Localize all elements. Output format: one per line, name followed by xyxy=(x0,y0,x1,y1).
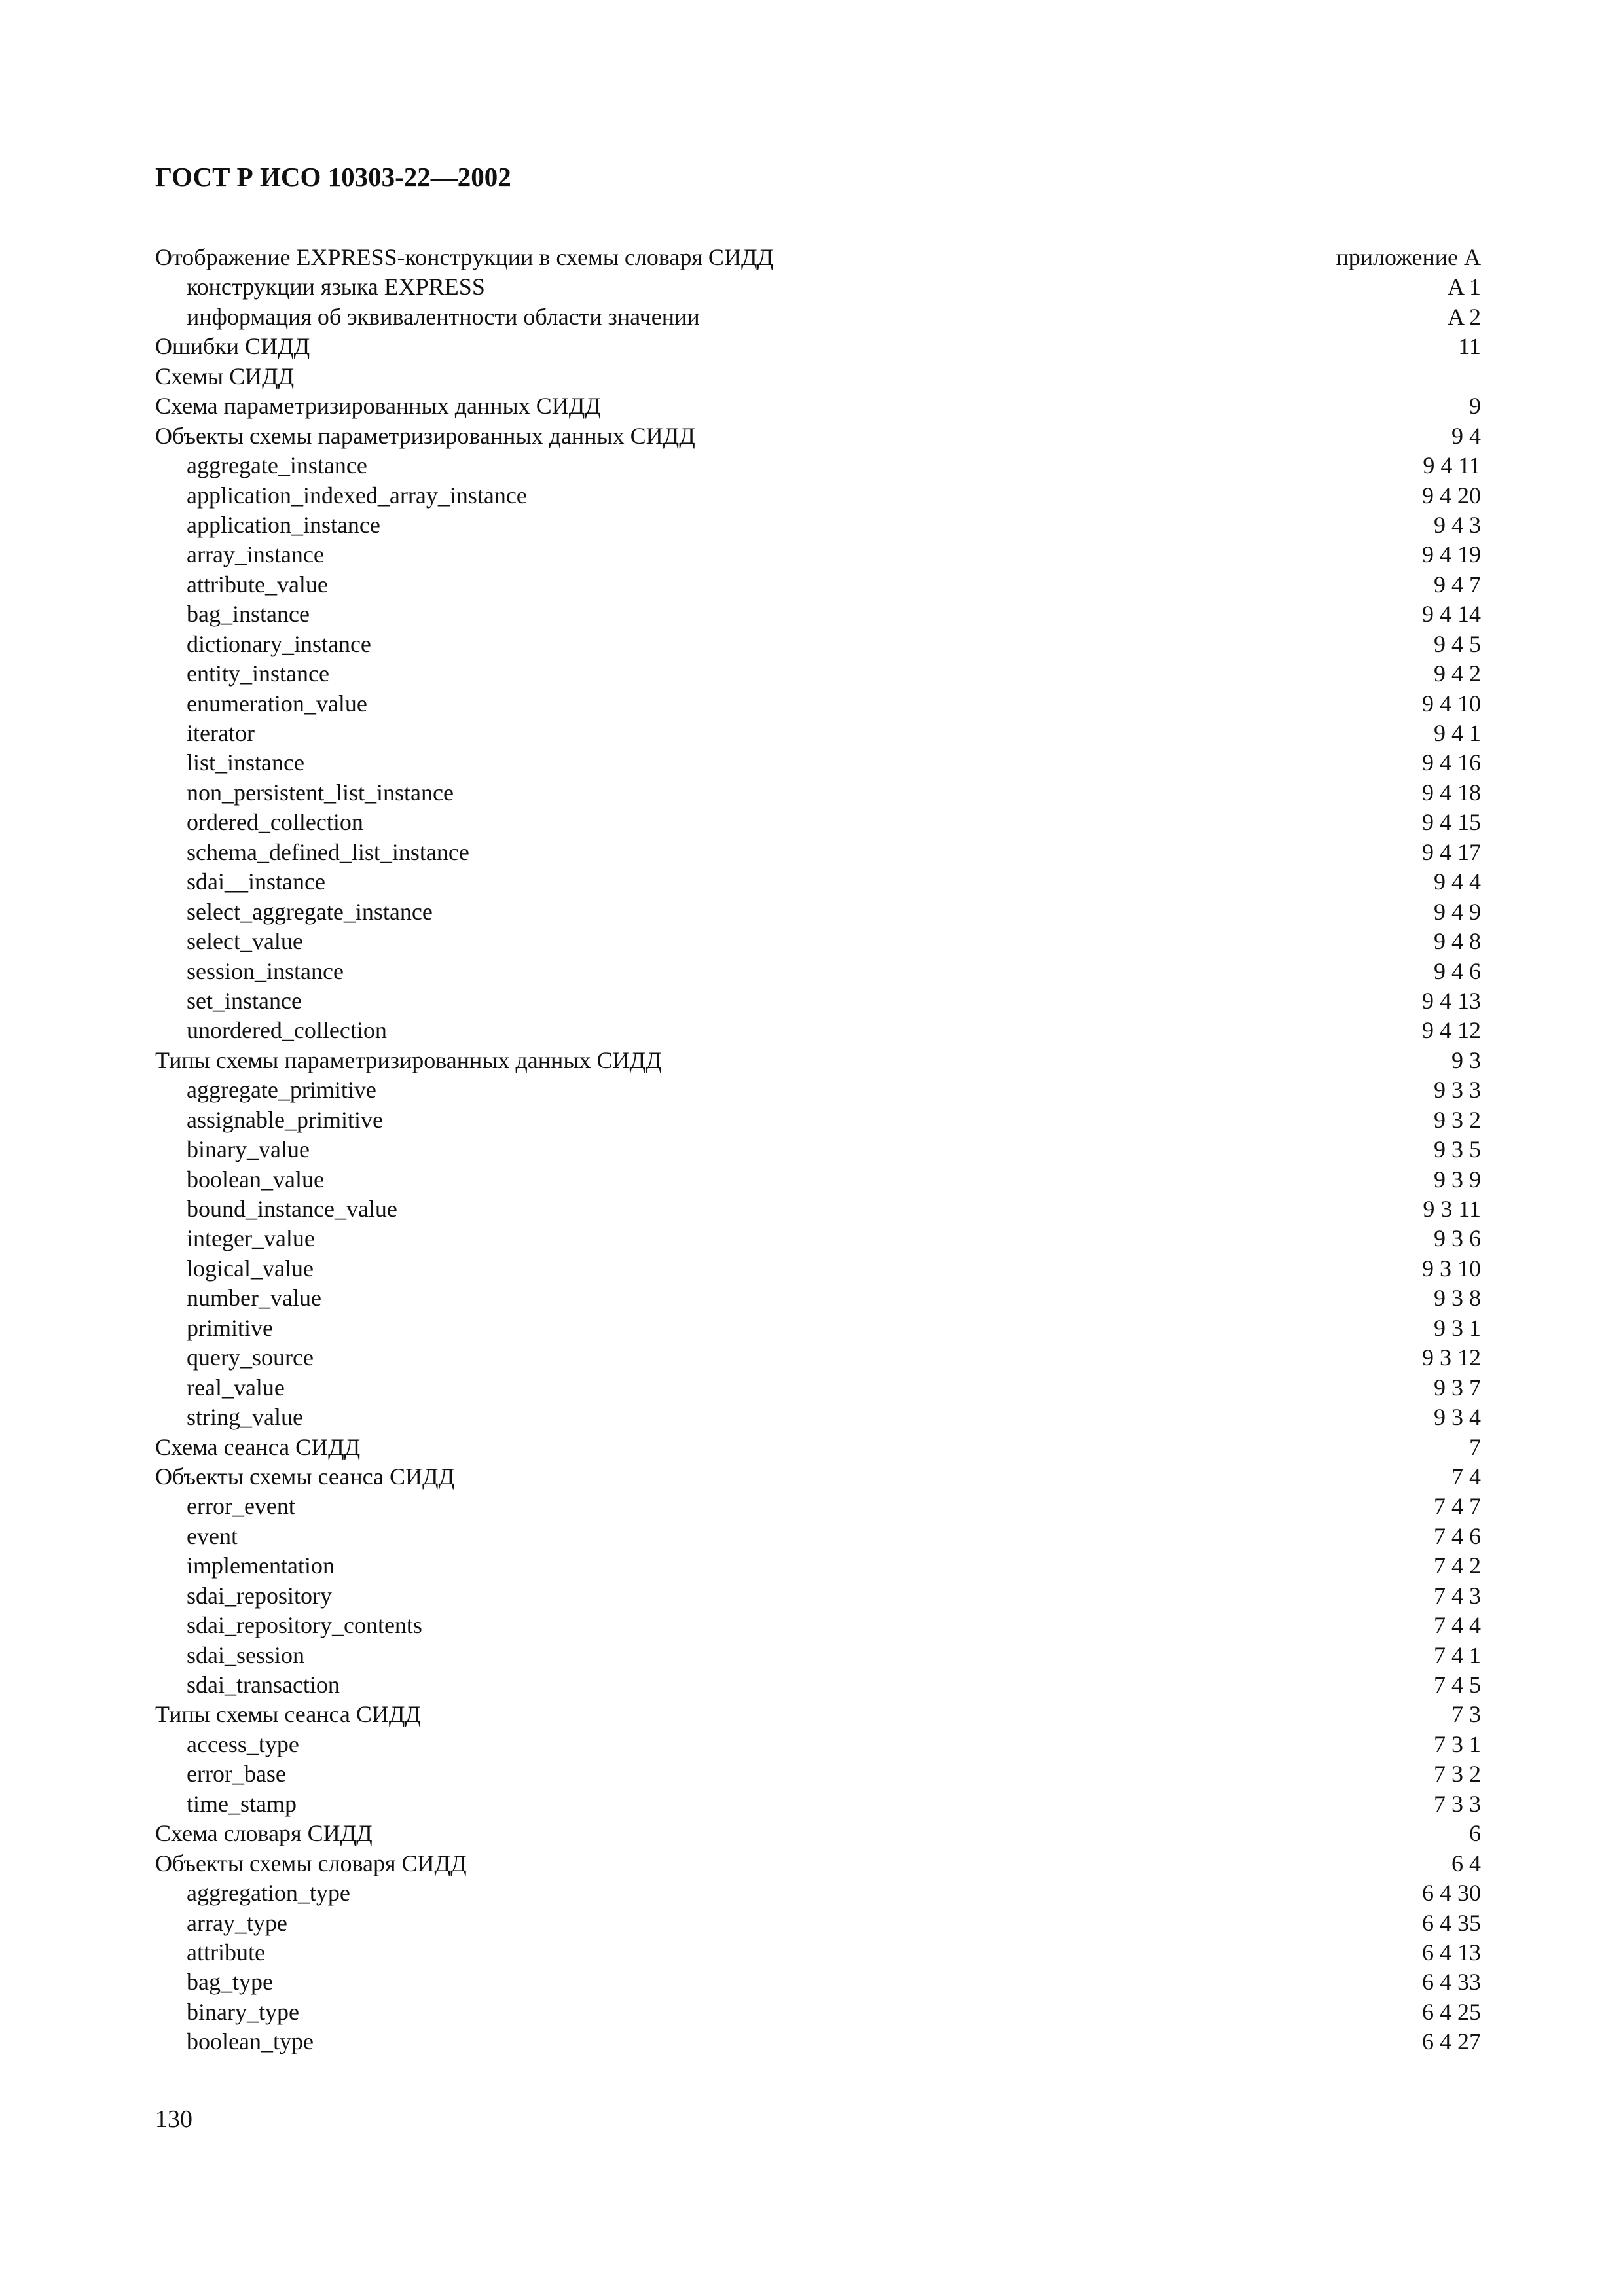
index-subentry xyxy=(155,570,1481,600)
index-entry-reference: 9 4 1 xyxy=(1434,720,1481,746)
index-entry-label: bag_instance xyxy=(187,601,310,628)
index-entry-reference: 9 4 17 xyxy=(1422,838,1481,865)
index-entry-label: select_aggregate_instance xyxy=(187,898,433,925)
index-entry-reference: 9 3 xyxy=(1451,1047,1481,1073)
index-entry-label: schema_defined_list_instance xyxy=(187,838,469,865)
index-entry-label: bag_type xyxy=(187,1969,273,1996)
index-entry-label: time_stamp xyxy=(187,1790,297,1817)
index-subentry xyxy=(155,1135,1481,1164)
index-subentry xyxy=(155,1909,1481,1938)
index-subentry xyxy=(155,1105,1481,1135)
index-entry-label: iterator xyxy=(187,720,255,746)
index-entry-label: query_source xyxy=(187,1344,314,1371)
index-subentry xyxy=(155,867,1481,897)
index-subentry xyxy=(155,659,1481,689)
index-entry-label: boolean_type xyxy=(187,2028,314,2055)
index-entry-reference: 9 3 10 xyxy=(1422,1255,1481,1282)
index-entry-reference: 9 4 3 xyxy=(1434,511,1481,538)
index-entry-label: aggregate_instance xyxy=(187,452,367,479)
index-subentry xyxy=(155,748,1481,778)
index-entry-label: set_instance xyxy=(187,987,302,1014)
index-entry xyxy=(155,391,1481,421)
index-subentry xyxy=(155,1254,1481,1283)
index-entry-label: primitive xyxy=(187,1314,273,1341)
index-subentry xyxy=(155,481,1481,511)
index-entry-label: информация об эквивалентности области значении xyxy=(187,303,700,330)
index-entry-label: aggregate_primitive xyxy=(187,1077,376,1103)
index-entry-label: Типы схемы параметризированных данных СИДД xyxy=(155,1047,662,1073)
index-entry-reference: 9 3 7 xyxy=(1434,1374,1481,1401)
index-entry-reference: 9 3 1 xyxy=(1434,1314,1481,1341)
index-entry-reference: 9 4 5 xyxy=(1434,630,1481,657)
index-entry-label: dictionary_instance xyxy=(187,630,371,657)
index-entry-label: attribute xyxy=(187,1939,265,1965)
index-entry xyxy=(155,362,1481,391)
index-entry-label: sdai_transaction xyxy=(187,1672,340,1698)
page-number: 130 xyxy=(155,2106,192,2133)
index-entry-label: list_instance xyxy=(187,749,304,776)
index-entry-reference: 7 4 7 xyxy=(1434,1493,1481,1520)
index-entry-reference: 7 xyxy=(1469,1433,1481,1460)
index-entry-label: unordered_collection xyxy=(187,1017,387,1044)
index-entry-reference: 9 3 6 xyxy=(1434,1225,1481,1252)
index-entry-reference: 9 3 9 xyxy=(1434,1166,1481,1193)
index-subentry xyxy=(155,2027,1481,2056)
index-entry-reference: 6 4 33 xyxy=(1422,1969,1481,1996)
index-subentry xyxy=(155,600,1481,629)
index-entry xyxy=(155,422,1481,451)
index-entry xyxy=(155,1700,1481,1729)
index-entry-reference: 6 4 27 xyxy=(1422,2028,1481,2055)
index-entry-reference: 9 4 6 xyxy=(1434,958,1481,984)
index-subentry xyxy=(155,302,1481,332)
index-entry-reference: 9 4 19 xyxy=(1422,541,1481,568)
index-subentry xyxy=(155,1522,1481,1551)
index-entry-reference: 9 4 20 xyxy=(1422,482,1481,509)
index-subentry xyxy=(155,1165,1481,1194)
index-entry-label: real_value xyxy=(187,1374,285,1401)
index-entry-label: Объекты схемы параметризированных данных СИДД xyxy=(155,422,695,449)
index-entry-reference: A 1 xyxy=(1447,274,1481,300)
index-subentry xyxy=(155,1938,1481,1967)
index-entry-reference: 9 4 12 xyxy=(1422,1017,1481,1044)
index-subentry xyxy=(155,838,1481,867)
index-entry-label: Объекты схемы сеанса СИДД xyxy=(155,1463,455,1490)
index-entry-label: application_indexed_array_instance xyxy=(187,482,527,509)
index-entry-reference: 9 4 10 xyxy=(1422,690,1481,717)
index-list xyxy=(155,243,1481,2057)
index-subentry xyxy=(155,986,1481,1016)
index-subentry xyxy=(155,630,1481,659)
index-entry-reference: 6 4 13 xyxy=(1422,1939,1481,1965)
index-subentry xyxy=(155,451,1481,480)
index-entry-reference: 9 4 11 xyxy=(1423,452,1481,479)
index-entry xyxy=(155,1819,1481,1848)
index-subentry xyxy=(155,1343,1481,1372)
index-entry-label: array_instance xyxy=(187,541,324,568)
index-entry-reference: 9 3 2 xyxy=(1434,1106,1481,1133)
index-entry-label: entity_instance xyxy=(187,660,329,687)
index-entry-label: Ошибки СИДД xyxy=(155,333,310,360)
index-entry-reference: 9 4 xyxy=(1451,422,1481,449)
index-entry-label: конструкции языка EXPRESS xyxy=(187,274,485,300)
index-subentry xyxy=(155,511,1481,540)
index-entry-label: non_persistent_list_instance xyxy=(187,779,454,806)
index-entry-reference: 9 4 7 xyxy=(1434,571,1481,598)
index-entry-reference: 9 3 12 xyxy=(1422,1344,1481,1371)
index-entry xyxy=(155,1046,1481,1075)
index-entry-reference: приложение A xyxy=(1336,244,1481,270)
index-entry-reference: 9 4 4 xyxy=(1434,869,1481,895)
index-entry-label: sdai_repository_contents xyxy=(187,1612,422,1639)
index-entry-reference: 7 4 xyxy=(1451,1463,1481,1490)
index-entry-reference: 7 4 6 xyxy=(1434,1522,1481,1549)
index-entry-label: binary_value xyxy=(187,1136,310,1163)
index-subentry xyxy=(155,1789,1481,1819)
index-subentry xyxy=(155,1670,1481,1700)
index-entry-label: logical_value xyxy=(187,1255,314,1282)
index-entry-reference: 9 4 9 xyxy=(1434,898,1481,925)
index-subentry xyxy=(155,1403,1481,1432)
index-entry-reference: 7 4 4 xyxy=(1434,1612,1481,1639)
index-entry-label: error_event xyxy=(187,1493,295,1520)
index-subentry xyxy=(155,1581,1481,1611)
index-entry-label: error_base xyxy=(187,1761,286,1787)
index-entry-label: access_type xyxy=(187,1731,299,1757)
index-entry-label: Отображение EXPRESS-конструкции в схемы словаря СИДД xyxy=(155,244,774,270)
index-entry-reference: 7 3 3 xyxy=(1434,1790,1481,1817)
index-entry-reference: 9 4 16 xyxy=(1422,749,1481,776)
index-entry xyxy=(155,1849,1481,1878)
index-entry-label: array_type xyxy=(187,1909,287,1936)
document-header: ГОСТ Р ИСО 10303-22—2002 xyxy=(155,162,511,192)
index-entry-reference: 9 4 2 xyxy=(1434,660,1481,687)
index-subentry xyxy=(155,1759,1481,1789)
index-entry-reference: 9 3 11 xyxy=(1423,1196,1481,1222)
index-entry-reference: 7 4 5 xyxy=(1434,1672,1481,1698)
index-entry-label: Схемы СИДД xyxy=(155,363,295,389)
index-entry-reference: 6 4 xyxy=(1451,1850,1481,1876)
index-subentry xyxy=(155,1967,1481,1997)
index-subentry xyxy=(155,1194,1481,1224)
index-entry-label: assignable_primitive xyxy=(187,1106,383,1133)
index-entry-reference: 7 4 1 xyxy=(1434,1641,1481,1668)
index-subentry xyxy=(155,1075,1481,1105)
index-entry-label: number_value xyxy=(187,1285,321,1312)
index-subentry xyxy=(155,1283,1481,1313)
index-subentry xyxy=(155,1998,1481,2027)
index-entry xyxy=(155,1462,1481,1492)
index-entry-label: sdai_repository xyxy=(187,1582,332,1609)
index-entry-reference: 9 4 13 xyxy=(1422,987,1481,1014)
index-entry-label: bound_instance_value xyxy=(187,1196,397,1222)
index-subentry xyxy=(155,1641,1481,1670)
index-entry-reference: 9 3 3 xyxy=(1434,1077,1481,1103)
index-entry-label: implementation xyxy=(187,1552,335,1579)
index-entry-label: string_value xyxy=(187,1404,303,1431)
index-entry-label: Типы схемы сеанса СИДД xyxy=(155,1701,421,1728)
index-subentry xyxy=(155,957,1481,986)
index-entry-reference: 11 xyxy=(1458,333,1481,360)
index-subentry xyxy=(155,1730,1481,1759)
index-entry-reference: 6 4 30 xyxy=(1422,1880,1481,1907)
index-entry-reference: 7 4 3 xyxy=(1434,1582,1481,1609)
index-subentry xyxy=(155,1314,1481,1343)
index-entry-reference: 9 3 8 xyxy=(1434,1285,1481,1312)
index-entry xyxy=(155,243,1481,272)
index-entry-label: boolean_value xyxy=(187,1166,324,1193)
index-entry-label: integer_value xyxy=(187,1225,315,1252)
index-entry-reference: 6 4 35 xyxy=(1422,1909,1481,1936)
index-subentry xyxy=(155,1373,1481,1403)
index-entry-label: application_instance xyxy=(187,511,380,538)
index-subentry xyxy=(155,1611,1481,1640)
index-entry-label: ordered_collection xyxy=(187,809,363,836)
index-entry-reference: 7 4 2 xyxy=(1434,1552,1481,1579)
index-entry-label: Схема сеанса СИДД xyxy=(155,1433,361,1460)
index-entry-reference: 7 3 xyxy=(1451,1701,1481,1728)
index-subentry xyxy=(155,808,1481,837)
index-entry-reference: 9 4 18 xyxy=(1422,779,1481,806)
index-entry-label: session_instance xyxy=(187,958,344,984)
index-entry-reference: 6 4 25 xyxy=(1422,1998,1481,2025)
index-entry-reference: 7 3 2 xyxy=(1434,1761,1481,1787)
index-subentry xyxy=(155,1224,1481,1253)
index-subentry xyxy=(155,719,1481,748)
index-subentry xyxy=(155,272,1481,302)
index-entry-reference: 6 xyxy=(1469,1820,1481,1847)
index-entry-reference: 9 3 5 xyxy=(1434,1136,1481,1163)
index-entry-label: attribute_value xyxy=(187,571,328,598)
index-entry-label: sdai_session xyxy=(187,1641,304,1668)
index-entry-reference: 9 4 8 xyxy=(1434,928,1481,955)
index-entry-reference: 9 4 14 xyxy=(1422,601,1481,628)
index-subentry xyxy=(155,927,1481,956)
index-entry-label: Схема параметризированных данных СИДД xyxy=(155,393,601,420)
index-entry-reference: 9 xyxy=(1469,393,1481,420)
index-entry xyxy=(155,332,1481,361)
index-entry-label: Схема словаря СИДД xyxy=(155,1820,373,1847)
index-entry-label: enumeration_value xyxy=(187,690,367,717)
index-entry-reference: A 2 xyxy=(1447,303,1481,330)
index-subentry xyxy=(155,778,1481,808)
index-subentry xyxy=(155,540,1481,569)
index-subentry xyxy=(155,1492,1481,1521)
index-entry-label: sdai__instance xyxy=(187,869,325,895)
index-entry xyxy=(155,1433,1481,1462)
index-entry-label: event xyxy=(187,1522,238,1549)
index-entry-reference: 7 3 1 xyxy=(1434,1731,1481,1757)
index-entry-label: select_value xyxy=(187,928,303,955)
index-subentry xyxy=(155,1878,1481,1908)
index-entry-reference: 9 3 4 xyxy=(1434,1404,1481,1431)
index-entry-label: aggregation_type xyxy=(187,1880,350,1907)
index-subentry xyxy=(155,1016,1481,1045)
index-entry-reference: 9 4 15 xyxy=(1422,809,1481,836)
index-entry-label: binary_type xyxy=(187,1998,299,2025)
index-subentry xyxy=(155,689,1481,719)
index-subentry xyxy=(155,897,1481,927)
index-subentry xyxy=(155,1551,1481,1581)
index-entry-label: Объекты схемы словаря СИДД xyxy=(155,1850,467,1876)
